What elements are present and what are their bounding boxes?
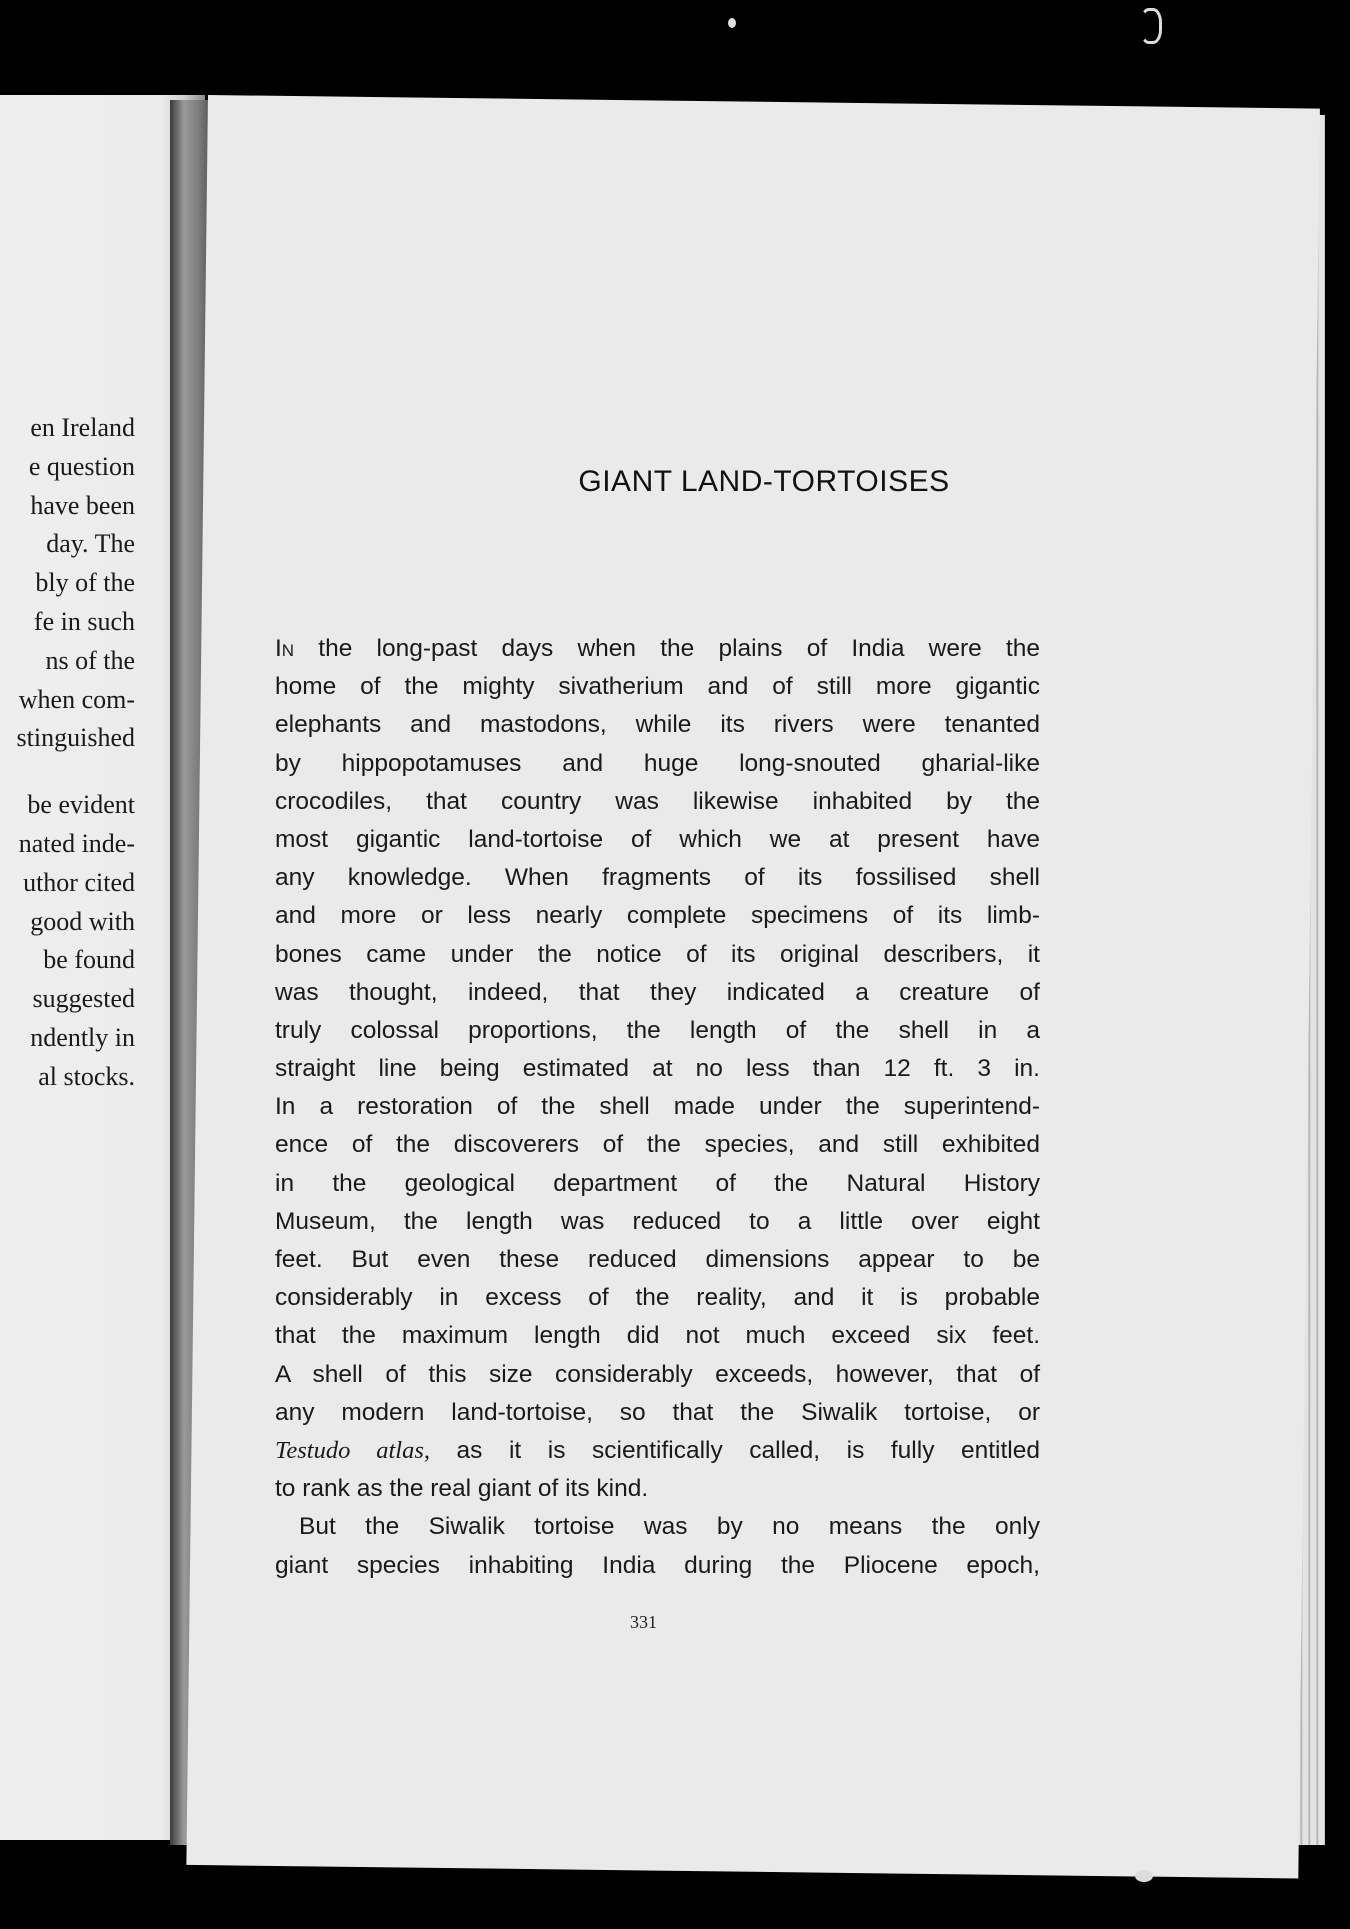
left-line: be evident — [27, 790, 135, 820]
article-title: GIANT LAND-TORTOISES — [578, 465, 950, 498]
text-line: feet. But even these reduced dimensions appear to be — [275, 1246, 1040, 1273]
left-line: al stocks. — [38, 1061, 135, 1091]
left-line: fe in such — [33, 606, 135, 636]
text-line: straight line being estimated at no less than 12 ft. 3 in. — [275, 1055, 1040, 1083]
left-line: suggested — [32, 984, 135, 1014]
left-line: have been — [30, 490, 135, 520]
left-line: be found — [43, 945, 135, 975]
text-line: most gigantic land-tortoise of which we at present have — [275, 825, 1040, 853]
text-line: and more or less nearly complete specimens of its limb- — [275, 902, 1040, 930]
text-line: Testudo atlas, as it is scientifically called, is fully entitled — [275, 1436, 1040, 1464]
left-line: uthor cited — [23, 867, 135, 897]
scan-speck — [728, 18, 736, 28]
text-line: giant species inhabiting India during the Pliocene epoch, — [275, 1551, 1040, 1579]
text-line: considerably in excess of the reality, and it is probable — [275, 1284, 1040, 1312]
text-line: that the maximum length did not much exceed six feet. — [275, 1322, 1040, 1350]
text-line: any knowledge. When fragments of its fossilised shell — [275, 864, 1040, 892]
text-line: crocodiles, that country was likewise inhabited by the — [275, 787, 1040, 815]
left-line: en Ireland — [30, 413, 135, 442]
left-line: day. The — [46, 529, 135, 559]
text-line: in the geological department of the Natural History — [275, 1169, 1040, 1197]
text-line: Museum, the length was reduced to a little over eight — [275, 1207, 1040, 1235]
left-line: stinguished — [16, 723, 135, 753]
text-line: elephants and mastodons, while its rivers were tenanted — [275, 711, 1040, 739]
scan-speck — [1140, 8, 1162, 44]
text-line: In a restoration of the shell made under the superintend- — [275, 1093, 1040, 1121]
text-line: to rank as the real giant of its kind. — [275, 1475, 649, 1503]
text-line: any modern land-tortoise, so that the Siwalik tortoise, or — [275, 1398, 1040, 1426]
text-line: truly colossal proportions, the length of the shell in a — [275, 1016, 1040, 1044]
left-line: nated inde- — [18, 828, 135, 858]
text-line: was thought, indeed, that they indicated a creature of — [275, 978, 1040, 1006]
scan-speck — [1135, 1870, 1153, 1882]
page-number: 331 — [630, 1612, 657, 1632]
species-name: Testudo atlas, — [275, 1436, 430, 1464]
text-line: bones came under the notice of its original describers, it — [275, 940, 1040, 968]
left-line: e question — [28, 451, 135, 481]
left-line: ns of the — [45, 645, 135, 675]
left-line: ndently in — [30, 1022, 135, 1052]
drop-word: In — [275, 635, 295, 662]
text-line: But the Siwalik tortoise was by no means the only — [299, 1513, 1040, 1541]
text-line: In the long-past days when the plains of India were the — [275, 635, 1040, 662]
text-line: A shell of this size considerably exceeds, however, that of — [275, 1360, 1040, 1388]
left-line: bly of the — [35, 568, 135, 598]
text-line: ence of the discoverers of the species, and still exhibited — [275, 1131, 1040, 1159]
left-line: when com- — [18, 684, 135, 714]
left-page-text — [0, 409, 135, 1097]
left-line: good with — [30, 906, 135, 936]
article-body — [275, 630, 1040, 1585]
text-line: home of the mighty sivatherium and of still more gigantic — [275, 673, 1040, 701]
text-line: by hippopotamuses and huge long-snouted gharial-like — [275, 749, 1040, 777]
